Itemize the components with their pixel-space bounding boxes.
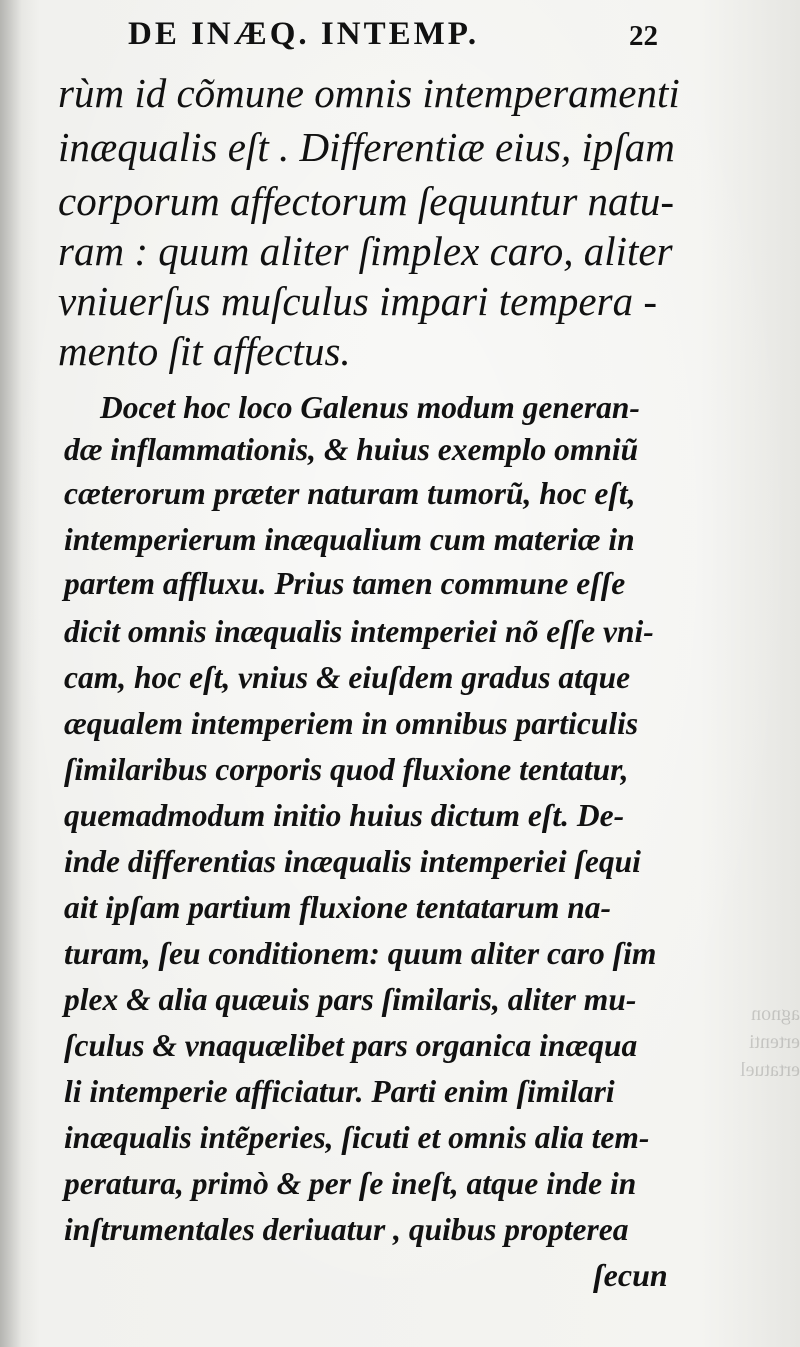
text-line: dæ inflammationis, & huius exemplo omniũ: [64, 432, 639, 467]
text-line: cam, hoc eſt, vnius & eiuſdem gradus atque: [64, 660, 631, 695]
show-through-bleed: agnon ertenti ertatuel: [740, 1003, 800, 1081]
text-line: turam, ſeu conditionem: quum aliter caro ſim: [64, 936, 657, 971]
text-line: dicit omnis inæqualis intemperiei nõ eſſe vni-: [64, 614, 654, 649]
text-line: ſimilaribus corporis quod fluxione tentatur,: [64, 752, 629, 787]
text-line: rùm id cõmune omnis intemperamenti: [58, 70, 680, 116]
text-line: inæqualis intẽperies, ſicuti et omnis alia tem-: [64, 1120, 650, 1155]
page-header: [128, 14, 658, 54]
gutter-shadow: [0, 0, 22, 1347]
text-line: æqualem intemperiem in omnibus particulis: [64, 706, 639, 741]
text-line: ſculus & vnaquælibet pars organica inæqua: [64, 1028, 638, 1063]
text-line: intemperierum inæqualium cum materiæ in: [64, 522, 635, 557]
text-line: cæterorum præter naturam tumorũ, hoc eſt,: [64, 476, 636, 511]
catchword: ſecun: [593, 1257, 668, 1293]
text-line: inde differentias inæqualis intemperiei ſequi: [64, 844, 641, 879]
text-line: partem affluxu. Prius tamen commune eſſe: [64, 566, 626, 601]
text-line: inſtrumentales deriuatur , quibus propterea: [64, 1212, 629, 1247]
text-line: quemadmodum initio huius dictum eſt. De-: [64, 798, 625, 833]
text-line: peratura, primò & per ſe ineſt, atque inde in: [64, 1166, 637, 1201]
text-line: inæqualis eſt . Differentiæ eius, ipſam: [58, 124, 675, 170]
text-line: li intemperie afficiatur. Parti enim ſimilari: [64, 1074, 615, 1109]
text-line: mento ſit affectus.: [58, 328, 351, 374]
text-line: ait ipſam partium fluxione tentatarum na-: [64, 890, 611, 925]
page-number: 22: [629, 20, 658, 52]
text-line: corporum affectorum ſequuntur natu-: [58, 178, 675, 224]
text-line: ram : quum aliter ſimplex caro, aliter: [58, 228, 673, 274]
text-line: vniuerſus muſculus impari tempera -: [58, 278, 657, 324]
text-line: plex & alia quæuis pars ſimilaris, aliter mu-: [64, 982, 637, 1017]
text-line: Docet hoc loco Galenus modum generan-: [100, 390, 640, 425]
running-title: DE INÆQ. INTEMP.: [128, 16, 480, 52]
